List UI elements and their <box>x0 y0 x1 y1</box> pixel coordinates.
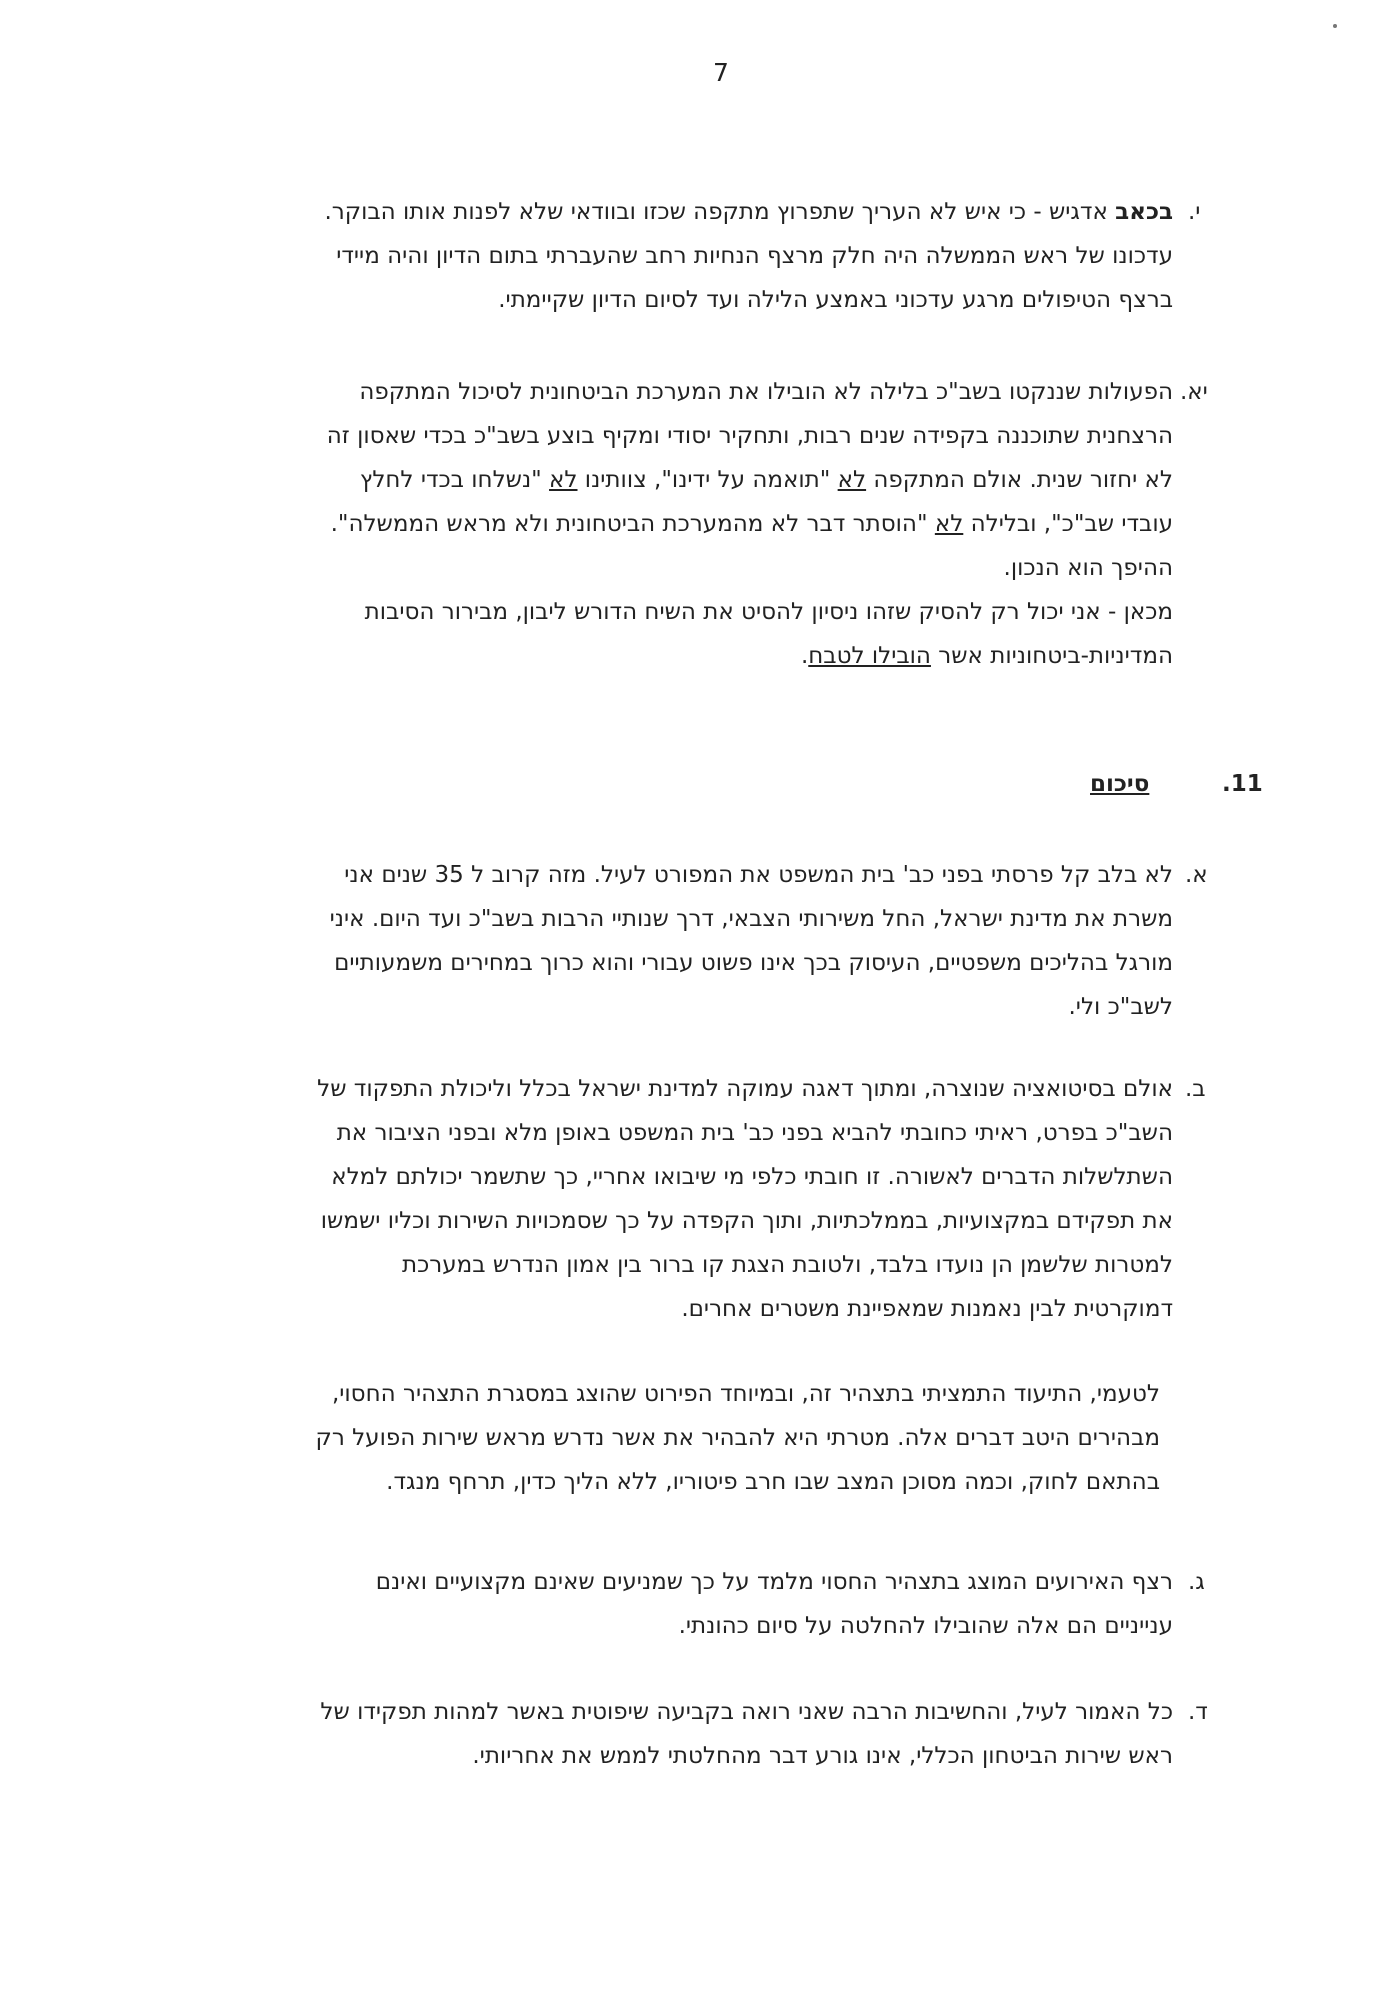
text-line: אולם בסיטואציה שנוצרה, ומתוך דאגה עמוקה למדינת ישראל בכלל וליכולת התפקוד של <box>317 1076 1173 1102</box>
paragraph-dalet <box>205 1690 1173 1778</box>
paragraph-yud <box>205 190 1173 322</box>
emphasis-word: בכאב <box>1115 199 1173 225</box>
text-line: דמוקרטית לבין נאמנות שמאפיינת משטרים אחרים. <box>681 1296 1173 1322</box>
text-line: רצף האירועים המוצג בתצהיר החסוי מלמד על כך שמניעים שאינם מקצועיים ואינם <box>375 1569 1173 1595</box>
text-line: את תפקידם במקצועיות, בממלכתיות, ותוך הקפדה על כך שסמכויות השירות וכליו ישמשו <box>320 1208 1173 1234</box>
text-line: מורגל בהליכים משפטיים, העיסוק בכך אינו פשוט עבורי והוא כרוך במחירים משמעותיים <box>334 950 1173 976</box>
paragraph-yud-aleph <box>205 370 1173 678</box>
text-line: בכאב אדגיש - כי איש לא העריך שתפרוץ מתקפה שכזו ובוודאי שלא לפנות אותו הבוקר. <box>324 199 1173 225</box>
section-number: 11. <box>1222 771 1263 797</box>
text-line: בהתאם לחוק, וכמה מסוכן המצב שבו חרב פיטוריו, ללא הליך כדין, תרחף מנגד. <box>386 1469 1160 1495</box>
text-line: עדכונו של ראש הממשלה היה חלק מרצף הנחיות רחב שהעברתי בתום הדיון והיה מיידי <box>336 243 1173 269</box>
paragraph-bet <box>195 1067 1173 1331</box>
text-line: מבהירים היטב דברים אלה. מטרתי היא להבהיר את אשר נדרש מראש שירות הפועל רק <box>315 1425 1160 1451</box>
paragraph-label-yud: י. <box>1188 199 1201 225</box>
text-line: עובדי שב"כ", ובלילה לא "הוסתר דבר לא מהמערכת הביטחונית ולא מראש הממשלה". <box>330 511 1173 537</box>
text-line: השתלשלות הדברים לאשורה. זו חובתי כלפי מי שיבואו אחריי, כך שתשמר יכולתם למלא <box>331 1164 1173 1190</box>
text-line: ענייניים הם אלה שהובילו להחלטה על סיום כהונתי. <box>678 1613 1173 1639</box>
section-title: סיכום <box>1090 771 1150 797</box>
underlined-word: לא <box>837 467 867 493</box>
underlined-word: לא <box>549 467 578 493</box>
text-line: לטעמי, התיעוד התמציתי בתצהיר זה, ובמיוחד הפירוט שהוצג במסגרת התצהיר החסוי, <box>331 1381 1160 1407</box>
paragraph-aleph <box>205 853 1173 1029</box>
text-line: משרת את מדינת ישראל, החל משירותי הצבאי, דרך שנותיי הרבות בשב"כ ועד היום. איני <box>329 906 1173 932</box>
text-line: השב"כ בפרט, ראיתי כחובתי להביא בפני כב' בית המשפט באופן מלא ובפני הציבור את <box>336 1120 1173 1146</box>
text-line: לא בלב קל פרסתי בפני כב' בית המשפט את המפורט לעיל. מזה קרוב ל 35 שנים אני <box>344 862 1173 888</box>
scan-dot <box>1333 24 1337 28</box>
paragraph-label-dalet: ד. <box>1188 1699 1208 1725</box>
underlined-phrase: הובילו לטבח <box>808 643 931 669</box>
paragraph-label-yud-aleph: יא. <box>1180 379 1208 405</box>
text-line: הרצחנית שתוכננה בקפידה שנים רבות, ותחקיר יסודי ומקיף בוצע בשב"כ בכדי שאסון זה <box>326 423 1173 449</box>
underlined-word: לא <box>934 511 964 537</box>
paragraph-label-bet: ב. <box>1185 1076 1206 1102</box>
text-line: לא יחזור שנית. אולם המתקפה לא "תואמה על ידינו", צוותינו לא "נשלחו בכדי לחלץ <box>359 467 1173 493</box>
paragraph-label-aleph: א. <box>1185 862 1208 888</box>
text-line: למטרות שלשמן הן נועדו בלבד, ולטובת הצגת קו ברור בין אמון הנדרש במערכת <box>402 1252 1173 1278</box>
text-line: לשב"כ ולי. <box>1068 994 1173 1020</box>
text-line: ראש שירות הביטחון הכללי, אינו גורע דבר מהחלטתי לממש את אחריותי. <box>472 1743 1173 1769</box>
paragraph-opinion <box>190 1372 1160 1504</box>
paragraph-label-gimel: ג. <box>1188 1569 1205 1595</box>
paragraph-gimel <box>230 1560 1173 1648</box>
text-line: המדיניות-ביטחוניות אשר הובילו לטבח. <box>800 643 1173 669</box>
text-line: מכאן - אני יכול רק להסיק שזהו ניסיון להסיט את השיח הדורש ליבון, מבירור הסיבות <box>364 599 1173 625</box>
text-line: הפעולות שננקטו בשב"כ בלילה לא הובילו את המערכת הביטחונית לסיכול המתקפה <box>359 379 1173 405</box>
page-number: 7 <box>713 58 729 87</box>
text-line: ההיפך הוא הנכון. <box>1003 555 1173 581</box>
text-line: כל האמור לעיל, והחשיבות הרבה שאני רואה בקביעה שיפוטית באשר למהות תפקידו של <box>320 1699 1173 1725</box>
text-line: ברצף הטיפולים מרגע עדכוני באמצע הלילה ועד לסיום הדיון שקיימתי. <box>498 287 1173 313</box>
